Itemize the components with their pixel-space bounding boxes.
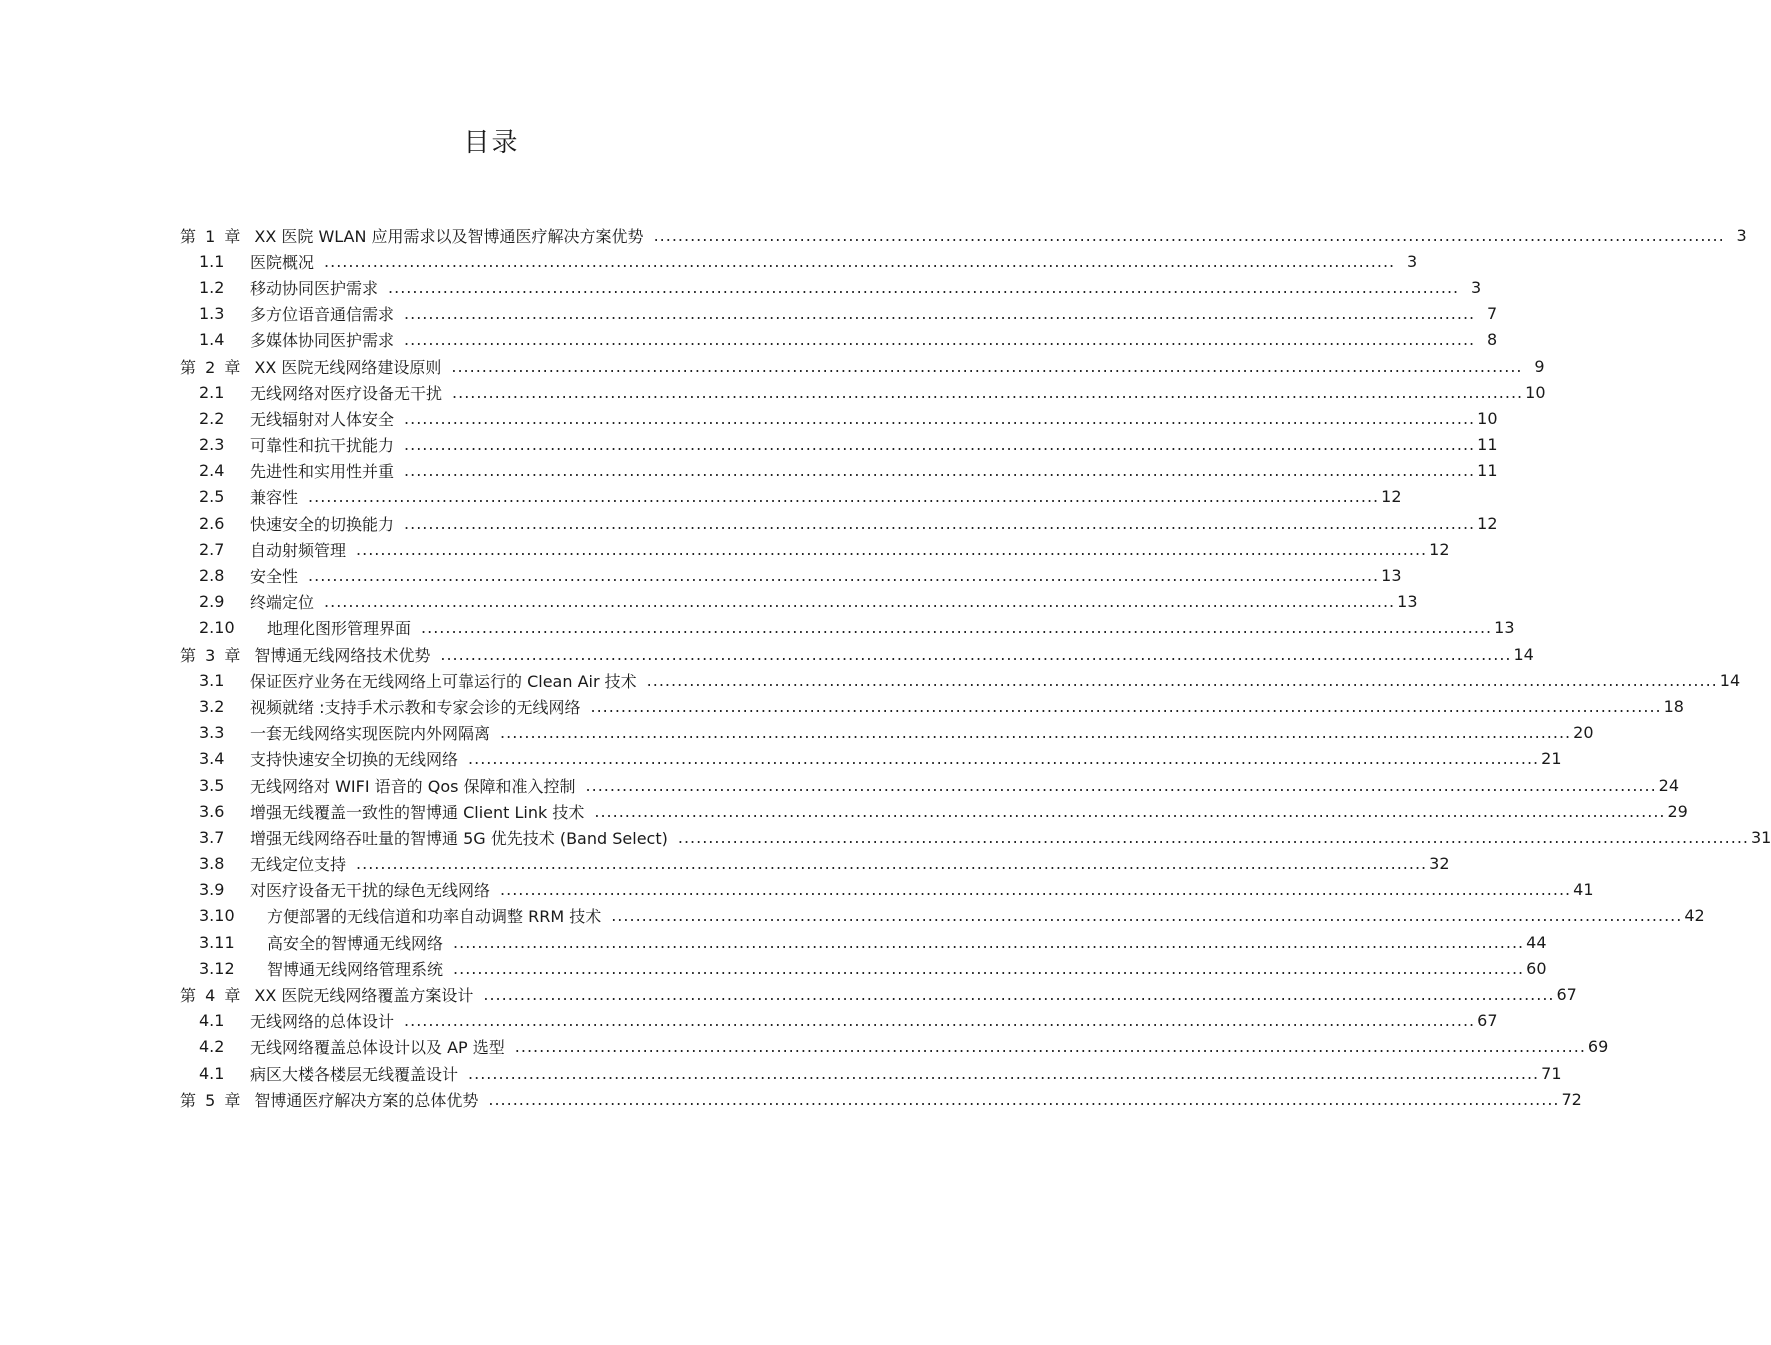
dot-leader <box>324 252 1395 271</box>
chapter-number: 第 3 章 <box>180 645 241 665</box>
dot-leader <box>356 540 1427 559</box>
entry-title: 无线网络对医疗设备无干扰 <box>250 383 443 403</box>
toc-section-entry[interactable] <box>180 798 1688 824</box>
entry-title: 无线网络对 WIFI 语音的 Qos 保障和准入控制 <box>250 776 576 796</box>
page-title: 目录 <box>463 128 520 158</box>
toc-section-entry[interactable] <box>180 536 1450 562</box>
page-number: 11 <box>1477 435 1498 455</box>
dot-leader <box>468 1064 1539 1083</box>
entry-title: 保证医疗业务在无线网络上可靠运行的 Clean Air 技术 <box>250 671 637 691</box>
dot-leader <box>404 514 1475 533</box>
toc-section-entry[interactable] <box>180 301 1498 327</box>
entry-title: 高安全的智博通无线网络 <box>267 933 444 953</box>
section-number: 3.10 <box>199 906 235 926</box>
section-number: 2.1 <box>199 382 225 402</box>
dot-leader <box>440 645 1511 664</box>
dot-leader <box>586 776 1657 795</box>
dot-leader <box>404 1011 1475 1030</box>
entry-title: 对医疗设备无干扰的绿色无线网络 <box>250 881 491 901</box>
page-number: 14 <box>1719 670 1741 690</box>
section-number: 2.6 <box>199 513 225 533</box>
toc-section-entry[interactable] <box>180 1060 1562 1086</box>
page-number: 24 <box>1658 775 1680 795</box>
chapter-number: 第 1 章 <box>180 226 241 246</box>
page-number: 67 <box>1556 985 1577 1005</box>
toc-section-entry[interactable] <box>180 720 1594 746</box>
toc-section-entry[interactable] <box>180 615 1515 641</box>
dot-leader <box>404 330 1475 349</box>
section-number: 1.4 <box>199 330 225 350</box>
section-number: 3.1 <box>199 670 225 690</box>
toc-section-entry[interactable] <box>180 667 1741 693</box>
page-number: 71 <box>1541 1063 1562 1083</box>
toc-section-entry[interactable] <box>180 929 1547 955</box>
dot-leader <box>308 487 1379 506</box>
dot-leader <box>356 854 1427 873</box>
dot-leader <box>324 592 1395 611</box>
page-number: 12 <box>1381 487 1402 507</box>
toc-section-entry[interactable] <box>180 955 1547 981</box>
dot-leader <box>453 933 1524 952</box>
entry-title: XX 医院 WLAN 应用需求以及智博通医疗解决方案优势 <box>254 226 644 246</box>
section-number: 2.7 <box>199 539 225 559</box>
dot-leader <box>404 435 1475 454</box>
dot-leader <box>451 357 1522 376</box>
entry-title: 支持快速安全切换的无线网络 <box>250 750 459 770</box>
dot-leader <box>500 880 1571 899</box>
entry-title: 病区大楼各楼层无线覆盖设计 <box>250 1064 459 1084</box>
page-number: 69 <box>1587 1037 1609 1057</box>
dot-leader <box>500 723 1571 742</box>
section-number: 2.3 <box>199 435 225 455</box>
entry-title: 智博通无线网络技术优势 <box>254 645 431 665</box>
page-number: 60 <box>1526 958 1547 978</box>
section-number: 4.1 <box>199 1063 225 1083</box>
section-number: 1.1 <box>199 251 225 271</box>
page-number: 13 <box>1494 618 1515 638</box>
dot-leader <box>647 671 1718 690</box>
entry-title: XX 医院无线网络覆盖方案设计 <box>254 986 474 1006</box>
entry-title: 医院概况 <box>250 252 315 272</box>
page-number: 31 <box>1750 827 1771 847</box>
chapter-number: 第 5 章 <box>180 1090 241 1110</box>
section-number: 3.9 <box>199 880 225 900</box>
section-number: 3.11 <box>199 932 235 952</box>
entry-title: 方便部署的无线信道和功率自动调整 RRM 技术 <box>267 907 602 927</box>
page-number: 11 <box>1477 461 1498 481</box>
section-number: 2.2 <box>199 408 225 428</box>
toc-section-entry[interactable] <box>180 877 1594 903</box>
page-number: 29 <box>1667 801 1688 821</box>
section-number: 2.10 <box>199 618 235 638</box>
page-number: 21 <box>1541 749 1562 769</box>
toc-section-entry[interactable] <box>180 248 1418 274</box>
toc-section-entry[interactable] <box>180 274 1482 300</box>
section-number: 3.5 <box>199 775 225 795</box>
page-number: 12 <box>1477 513 1498 533</box>
toc-section-entry[interactable] <box>180 589 1418 615</box>
page-number: 3 <box>1736 225 1747 245</box>
entry-title: 一套无线网络实现医院内外网隔离 <box>250 724 491 744</box>
entry-title: XX 医院无线网络建设原则 <box>254 357 442 377</box>
page-number: 14 <box>1513 644 1534 664</box>
entry-title: 多方位语音通信需求 <box>250 305 395 325</box>
section-number: 2.5 <box>199 487 225 507</box>
dot-leader <box>488 1090 1559 1109</box>
page-number: 3 <box>1470 277 1482 297</box>
entry-title: 自动射频管理 <box>250 540 347 560</box>
page-number: 3 <box>1406 251 1418 271</box>
toc-chapter-entry[interactable] <box>180 641 1534 667</box>
toc-section-entry[interactable] <box>180 484 1402 510</box>
entry-title: 视频就绪 :支持手术示教和专家会诊的无线网络 <box>250 697 581 717</box>
entry-title: 增强无线网络吞吐量的智博通 5G 优先技术 (Band Select) <box>250 828 668 848</box>
section-number: 3.8 <box>199 854 225 874</box>
section-number: 3.2 <box>199 696 225 716</box>
section-number: 4.2 <box>199 1037 225 1057</box>
entry-title: 兼容性 <box>250 488 299 508</box>
toc-chapter-entry[interactable] <box>180 981 1577 1007</box>
toc-section-entry[interactable] <box>180 1008 1498 1034</box>
entry-title: 终端定位 <box>250 593 315 613</box>
entry-title: 安全性 <box>250 567 299 587</box>
dot-leader <box>404 461 1475 480</box>
section-number: 3.12 <box>199 958 235 978</box>
page-number: 13 <box>1397 592 1418 612</box>
entry-title: 无线网络覆盖总体设计以及 AP 选型 <box>250 1038 505 1058</box>
toc-section-entry[interactable] <box>180 851 1450 877</box>
chapter-number: 第 4 章 <box>180 986 241 1006</box>
dot-leader <box>483 985 1554 1004</box>
toc-section-entry[interactable] <box>180 772 1680 798</box>
toc-section-entry[interactable] <box>180 432 1498 458</box>
entry-title: 增强无线覆盖一致性的智博通 Client Link 技术 <box>250 802 585 822</box>
page-number: 41 <box>1573 880 1594 900</box>
toc-chapter-entry[interactable] <box>180 222 1747 248</box>
toc-section-entry[interactable] <box>180 562 1402 588</box>
page-number: 72 <box>1561 1089 1582 1109</box>
page-number: 9 <box>1534 356 1545 376</box>
toc-section-entry[interactable] <box>180 903 1705 929</box>
entry-title: 可靠性和抗干扰能力 <box>250 436 395 456</box>
dot-leader <box>594 802 1665 821</box>
toc-chapter-entry[interactable] <box>180 1086 1582 1112</box>
page-number: 12 <box>1429 539 1450 559</box>
toc-section-entry[interactable] <box>180 510 1498 536</box>
page-number: 44 <box>1526 932 1547 952</box>
dot-leader <box>453 959 1524 978</box>
section-number: 1.2 <box>199 277 225 297</box>
section-number: 4.1 <box>199 1011 225 1031</box>
toc-section-entry[interactable] <box>180 458 1498 484</box>
entry-title: 智博通无线网络管理系统 <box>267 959 444 979</box>
dot-leader <box>404 304 1475 323</box>
entry-title: 快速安全的切换能力 <box>250 514 395 534</box>
entry-title: 移动协同医护需求 <box>250 278 379 298</box>
dot-leader <box>404 409 1475 428</box>
page-number: 13 <box>1381 566 1402 586</box>
entry-title: 无线定位支持 <box>250 855 347 875</box>
section-number: 3.4 <box>199 749 225 769</box>
entry-title: 智博通医疗解决方案的总体优势 <box>254 1090 479 1110</box>
toc-section-entry[interactable] <box>180 405 1498 431</box>
page-number: 10 <box>1525 382 1546 402</box>
page-number: 18 <box>1663 696 1684 716</box>
dot-leader <box>678 828 1749 847</box>
dot-leader <box>468 749 1539 768</box>
toc-chapter-entry[interactable] <box>180 353 1545 379</box>
dot-leader <box>590 697 1661 716</box>
dot-leader <box>308 566 1379 585</box>
toc-section-entry[interactable] <box>180 693 1684 719</box>
dot-leader <box>654 226 1725 245</box>
toc-section-entry[interactable] <box>180 824 1771 850</box>
entry-title: 多媒体协同医护需求 <box>250 331 395 351</box>
dot-leader <box>515 1037 1586 1056</box>
entry-title: 无线辐射对人体安全 <box>250 409 395 429</box>
page-number: 42 <box>1684 906 1705 926</box>
entry-title: 无线网络的总体设计 <box>250 1012 395 1032</box>
toc-section-entry[interactable] <box>180 1034 1609 1060</box>
table-of-contents <box>180 222 1771 1112</box>
chapter-number: 第 2 章 <box>180 357 241 377</box>
section-number: 3.7 <box>199 827 225 847</box>
section-number: 1.3 <box>199 304 225 324</box>
page-number: 7 <box>1486 304 1498 324</box>
section-number: 2.8 <box>199 566 225 586</box>
page-number: 32 <box>1429 854 1450 874</box>
toc-section-entry[interactable] <box>180 746 1562 772</box>
section-number: 2.4 <box>199 461 225 481</box>
section-number: 3.6 <box>199 801 225 821</box>
dot-leader <box>452 383 1523 402</box>
section-number: 2.9 <box>199 592 225 612</box>
page-number: 8 <box>1486 330 1498 350</box>
page-number: 67 <box>1477 1011 1498 1031</box>
entry-title: 地理化图形管理界面 <box>267 619 412 639</box>
dot-leader <box>421 618 1492 637</box>
dot-leader <box>611 906 1682 925</box>
page-number: 20 <box>1573 723 1594 743</box>
toc-section-entry[interactable] <box>180 327 1498 353</box>
page-number: 10 <box>1477 408 1498 428</box>
dot-leader <box>388 278 1459 297</box>
entry-title: 先进性和实用性并重 <box>250 462 395 482</box>
section-number: 3.3 <box>199 723 225 743</box>
toc-section-entry[interactable] <box>180 379 1546 405</box>
